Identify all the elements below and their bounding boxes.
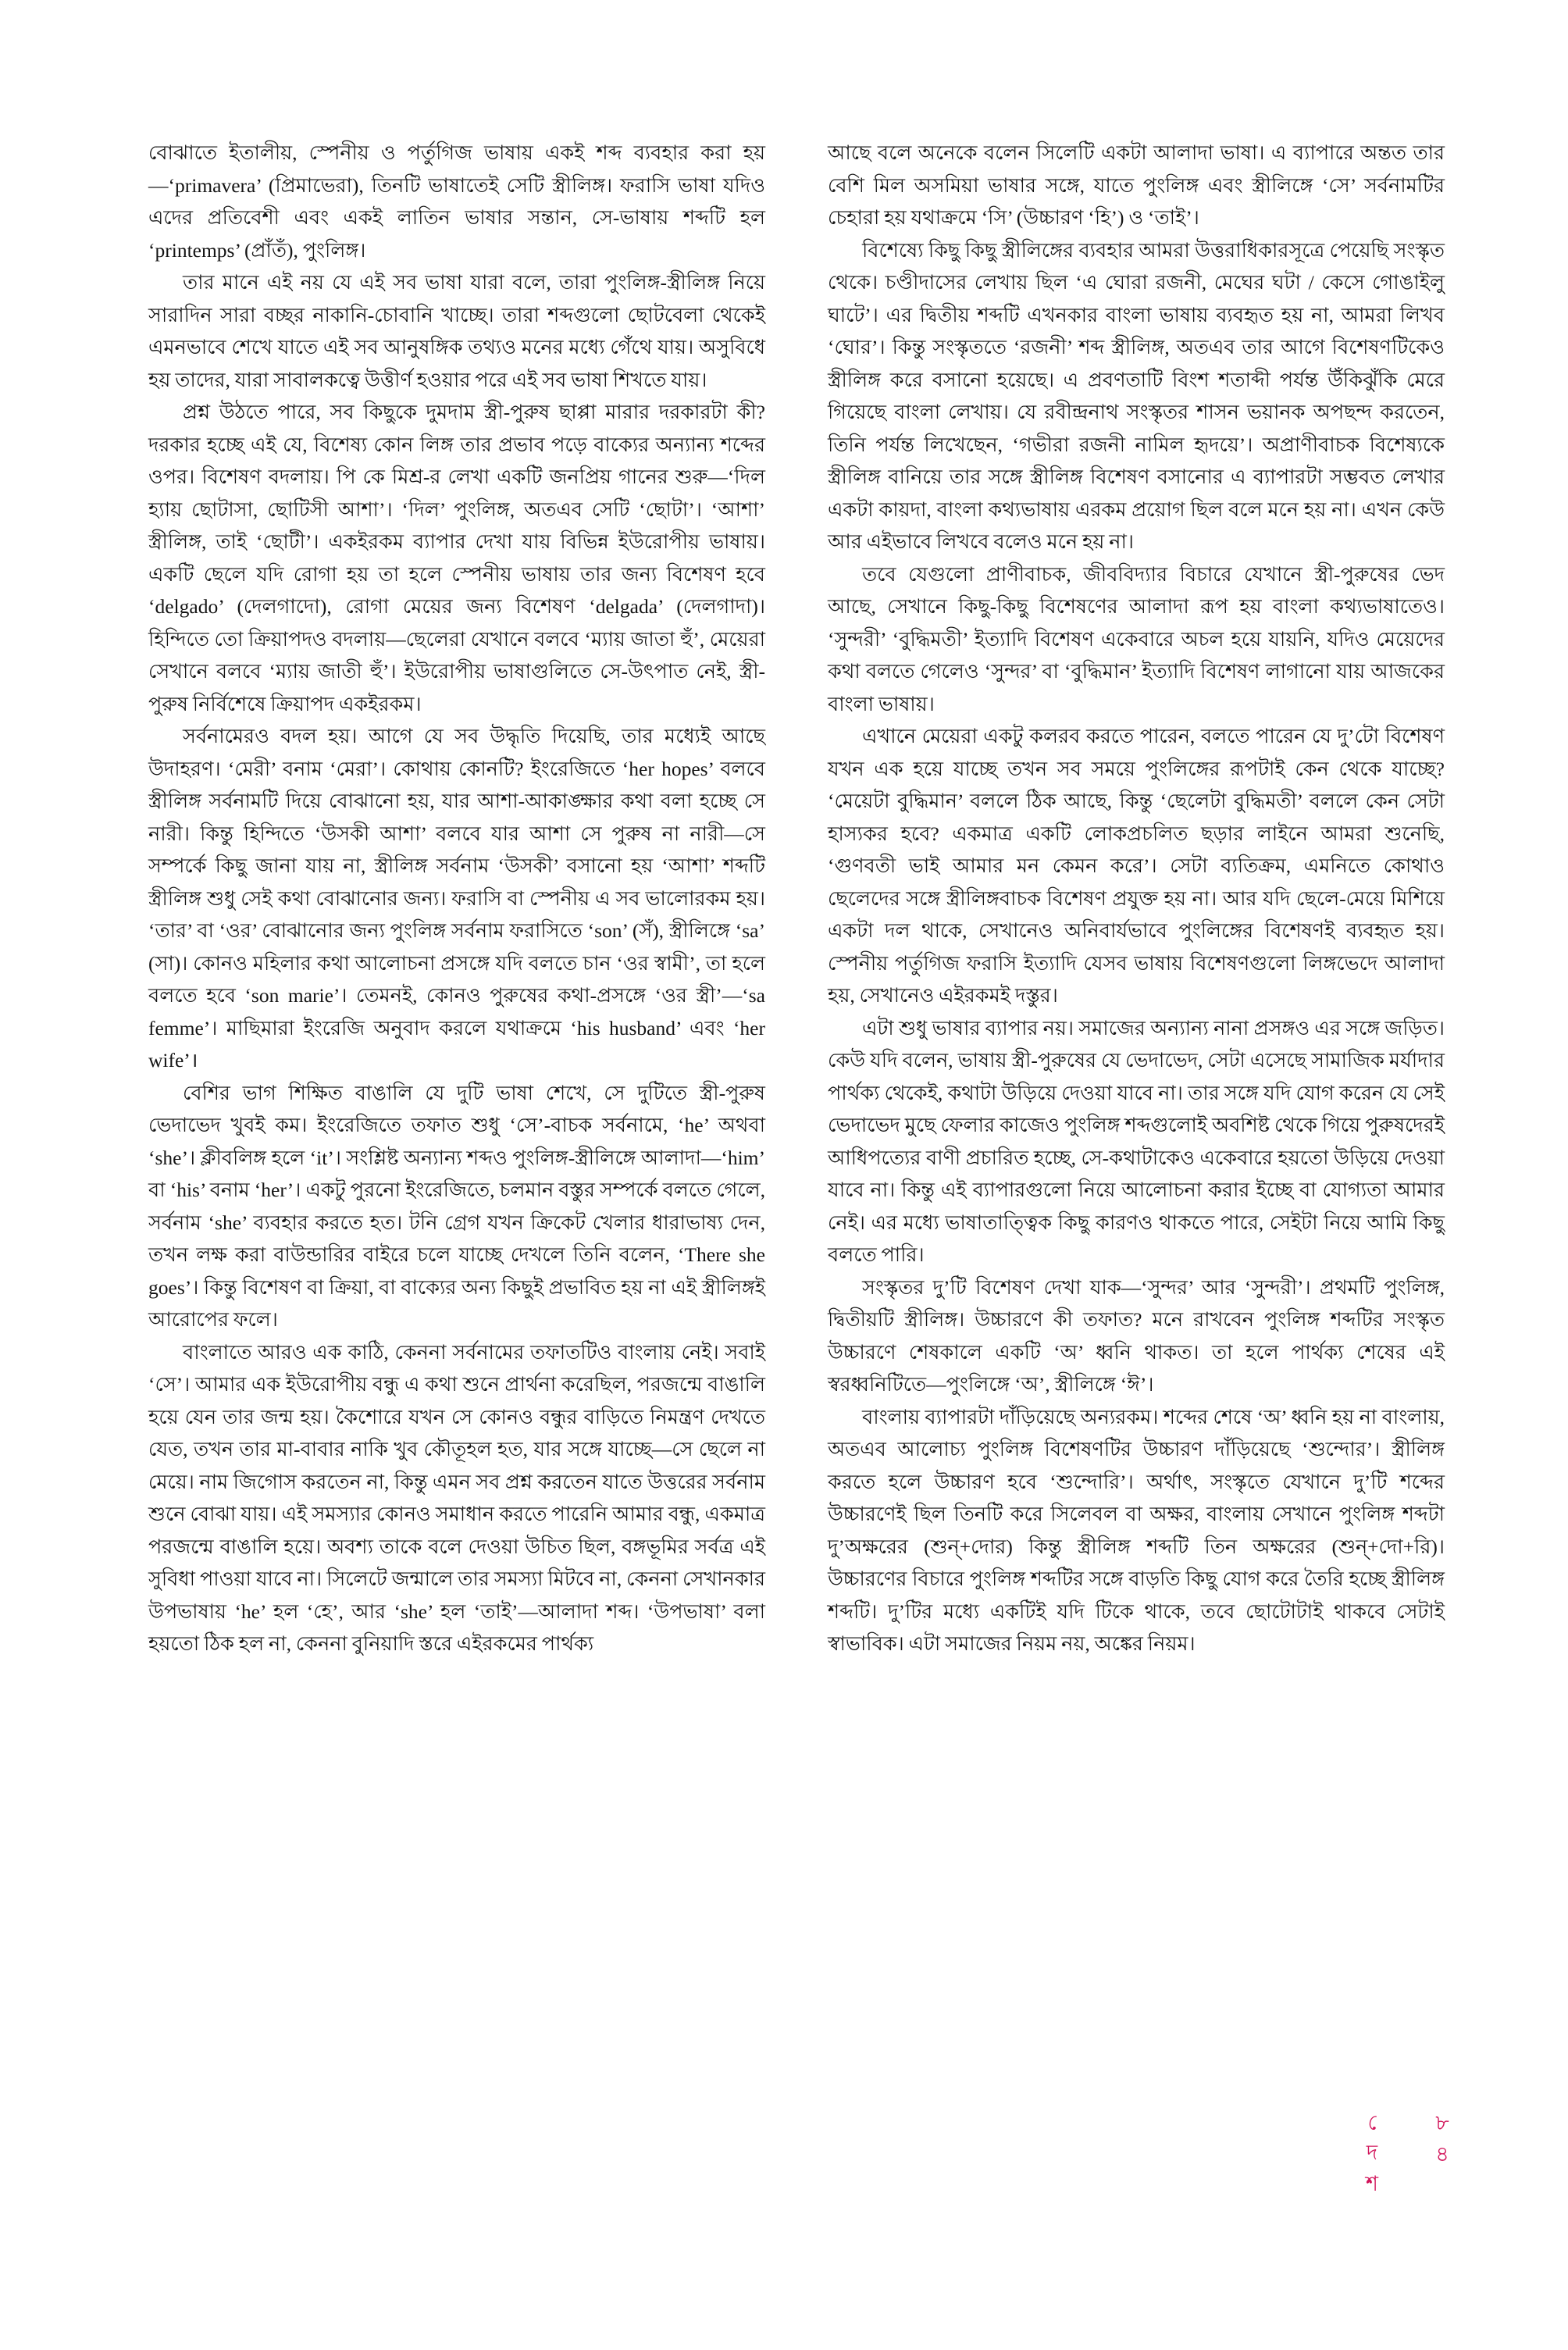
right-text-column [828, 137, 1445, 2206]
paragraph: সর্বনামেরও বদল হয়। আগে যে সব উদ্ধৃতি দিয়েছি, তার মধ্যেই আছে উদাহরণ। ‘মেরী’ বনাম ‘মেরা’। কোথায় কোনটি? ইংরেজিতে ‘her hopes’ বলবে স্ত্রীলিঙ্গ সর্বনামটি দিয়ে বোঝানো হয়, যার আশা-আকাঙ্ক্ষার কথা বলা হচ্ছে সে নারী। কিন্তু হিন্দিতে ‘উসকী আশা’ বলবে যার আশা সে পুরুষ না নারী—সে সম্পর্কে কিছু জানা যায় না, স্ত্রীলিঙ্গ সর্বনাম ‘উসকী’ বসানো হয় ‘আশা’ শব্দটি স্ত্রীলিঙ্গ শুধু সেই কথা বোঝানোর জন্য। ফরাসি বা স্পেনীয় এ সব ভালোরকম হয়। ‘তার’ বা ‘ওর’ বোঝানোর জন্য পুংলিঙ্গ সর্বনাম ফরাসিতে ‘son’ (সঁ), স্ত্রীলিঙ্গে ‘sa’ (সা)। কোনও মহিলার কথা আলোচনা প্রসঙ্গে যদি বলতে চান ‘ওর স্বামী’, তা হলে বলতে হবে ‘son marie’। তেমনই, কোনও পুরুষের কথা-প্রসঙ্গে ‘ওর স্ত্রী’—‘sa femme’। মাছিমারা ইংরেজি অনুবাদ করলে যথাক্রমে ‘his husband’ এবং ‘her wife’। [148, 725, 765, 1072]
folio-number: ৮৪ [1432, 2109, 1456, 2172]
paragraph: এখানে মেয়েরা একটু কলরব করতে পারেন, বলতে পারেন যে দু’টো বিশেষণ যখন এক হয়ে যাচ্ছে তখন সব সময়ে পুংলিঙ্গের রূপটাই কেন থেকে যাচ্ছে? ‘মেয়েটা বুদ্ধিমান’ বললে ঠিক আছে, কিন্তু ‘ছেলেটা বুদ্ধিমতী’ বললে কেন সেটা হাস্যকর হবে? একমাত্র একটি লোকপ্রচলিত ছড়ার লাইনে আমরা শুনেছি, ‘গুণবতী ভাই আমার মন কেমন করে’। সেটা ব্যতিক্রম, এমনিতে কোথাও ছেলেদের সঙ্গে স্ত্রীলিঙ্গবাচক বিশেষণ প্রযুক্ত হয় না। আর যদি ছেলে-মেয়ে মিশিয়ে একটা দল থাকে, সেখানেও অনিবার্যভাবে পুংলিঙ্গের বিশেষণই ব্যবহৃত হয়। স্পেনীয় পর্তুগিজ ফরাসি ইত্যাদি যেসব ভাষায় বিশেষণগুলো লিঙ্গভেদে আলাদা হয়, সেখানেও এইরকমই দস্তুর। [828, 725, 1445, 1007]
paragraph: তবে যেগুলো প্রাণীবাচক, জীববিদ্যার বিচারে যেখানে স্ত্রী-পুরুষের ভেদ আছে, সেখানে কিছু-কিছু বিশেষণের আলাদা রূপ হয় বাংলা কথ্যভাষাতেও। ‘সুন্দরী’ ‘বুদ্ধিমতী’ ইত্যাদি বিশেষণ একেবারে অচল হয়ে যায়নি, যদিও মেয়েদের কথা বলতে গেলেও ‘সুন্দর’ বা ‘বুদ্ধিমান’ ইত্যাদি বিশেষণ লাগানো যায় আজকের বাংলা ভাষায়। [828, 562, 1445, 715]
folio-label: দেশ [1362, 2109, 1385, 2202]
paragraph: তার মানে এই নয় যে এই সব ভাষা যারা বলে, তারা পুংলিঙ্গ-স্ত্রীলিঙ্গ নিয়ে সারাদিন সারা বচ্ছর নাকানি-চোবানি খাচ্ছে। তারা শব্দগুলো ছোটবেলা থেকেই এমনভাবে শেখে যাতে এই সব আনুষঙ্গিক তথ্যও মনের মধ্যে গেঁথে যায়। অসুবিধে হয় তাদের, যারা সাবালকত্বে উত্তীর্ণ হওয়ার পরে এই সব ভাষা শিখতে যায়। [148, 271, 765, 391]
paragraph: বাংলাতে আরও এক কাঠি, কেননা সর্বনামের তফাতটিও বাংলায় নেই। সবাই ‘সে’। আমার এক ইউরোপীয় বন্ধু এ কথা শুনে প্রার্থনা করেছিল, পরজন্মে বাঙালি হয়ে যেন তার জন্ম হয়। কৈশোরে যখন সে কোনও বন্ধুর বাড়িতে নিমন্ত্রণ দেখতে যেত, তখন তার মা-বাবার নাকি খুব কৌতূহল হত, যার সঙ্গে যাচ্ছে—সে ছেলে না মেয়ে। নাম জিগোস করতেন না, কিন্তু এমন সব প্রশ্ন করতেন যাতে উত্তরের সর্বনাম শুনে বোঝা যায়। এই সমস্যার কোনও সমাধান করতে পারেনি আমার বন্ধু, একমাত্র পরজন্মে বাঙালি হয়ে। অবশ্য তাকে বলে দেওয়া উচিত ছিল, বঙ্গভূমির সর্বত্র এই সুবিধা পাওয়া যাবে না। সিলেটে জন্মালে তার সমস্যা মিটবে না, কেননা সেখানকার উপভাষায় ‘he’ হল ‘হে’, আর ‘she’ হল ‘তাই’—আলাদা শব্দ। ‘উপভাষা’ বলা হয়তো ঠিক হল না, কেননা বুনিয়াদি স্তরে এইরকমের পার্থক্য [148, 1340, 765, 1655]
paragraph: বিশেষ্যে কিছু কিছু স্ত্রীলিঙ্গের ব্যবহার আমরা উত্তরাধিকারসূত্রে পেয়েছি সংস্কৃত থেকে। চণ্ডীদাসের লেখায় ছিল ‘এ ঘোরা রজনী, মেঘের ঘটা / কেসে গোঙাইলু ঘাটে’। এর দ্বিতীয় শব্দটি এখনকার বাংলা ভাষায় ব্যবহৃত হয় না, আমরা লিখব ‘ঘোর’। কিন্তু সংস্কৃততে ‘রজনী’ শব্দ স্ত্রীলিঙ্গ, অতএব তার আগে বিশেষণটিকেও স্ত্রীলিঙ্গ করে বসানো হয়েছে। এ প্রবণতাটি বিংশ শতাব্দী পর্যন্ত উঁকিঝুঁকি মেরে গিয়েছে বাংলা লেখায়। যে রবীন্দ্রনাথ সংস্কৃতর শাসন ভয়ানক অপছন্দ করতেন, তিনি পর্যন্ত লিখেছেন, ‘গভীরা রজনী নামিল হৃদয়ে’। অপ্রাণীবাচক বিশেষ্যকে স্ত্রীলিঙ্গ বানিয়ে তার সঙ্গে স্ত্রীলিঙ্গ বিশেষণ বসানোর এ ব্যাপারটা সম্ভবত লেখার একটা কায়দা, বাংলা কথ্যভাষায় এরকম প্রয়োগ ছিল বলে মনে হয় না। এখন কেউ আর এইভাবে লিখবে বলেও মনে হয় না। [828, 238, 1445, 553]
paragraph: বোঝাতে ইতালীয়, স্পেনীয় ও পর্তুগিজ ভাষায় একই শব্দ ব্যবহার করা হয়—‘primavera’ (প্রিমাভেরা), তিনটি ভাষাতেই সেটি স্ত্রীলিঙ্গ। ফরাসি ভাষা যদিও এদের প্রতিবেশী এবং একই লাতিন ভাষার সন্তান, সে-ভাষায় শব্দটি হল ‘printemps’ (প্রাঁতঁ), পুংলিঙ্গ। [148, 141, 765, 262]
left-text-column [148, 137, 765, 2206]
paragraph: আছে বলে অনেকে বলেন সিলেটি একটা আলাদা ভাষা। এ ব্যাপারে অন্তত তার বেশি মিল অসমিয়া ভাষার সঙ্গে, যাতে পুংলিঙ্গ এবং স্ত্রীলিঙ্গে ‘সে’ সর্বনামটির চেহারা হয় যথাক্রমে ‘সি’ (উচ্চারণ ‘হি’) ও ‘তাই’। [828, 141, 1445, 229]
paragraph: প্রশ্ন উঠতে পারে, সব কিছুকে দুমদাম স্ত্রী-পুরুষ ছাপ্পা মারার দরকারটা কী? দরকার হচ্ছে এই যে, বিশেষ্য কোন লিঙ্গ তার প্রভাব পড়ে বাক্যের অন্যান্য শব্দের ওপর। বিশেষণ বদলায়। পি কে মিশ্র-র লেখা একটি জনপ্রিয় গানের শুরু—‘দিল হ্যায় ছোটাসা, ছোটিসী আশা’। ‘দিল’ পুংলিঙ্গ, অতএব সেটি ‘ছোটা’। ‘আশা’ স্ত্রীলিঙ্গ, তাই ‘ছোটী’। একইরকম ব্যাপার দেখা যায় বিভিন্ন ইউরোপীয় ভাষায়। একটি ছেলে যদি রোগা হয় তা হলে স্পেনীয় ভাষায় তার জন্য বিশেষণ হবে ‘delgado’ (দেলগাদো), রোগা মেয়ের জন্য বিশেষণ ‘delgada’ (দেলগাদা)। হিন্দিতে তো ক্রিয়াপদও বদলায়—ছেলেরা যেখানে বলবে ‘ম্যায় জাতা হুঁ’, মেয়েরা সেখানে বলবে ‘ম্যায় জাতী হুঁ’। ইউরোপীয় ভাষাগুলিতে সে-উৎপাত নেই, স্ত্রী-পুরুষ নির্বিশেষে ক্রিয়াপদ একইরকম। [148, 401, 765, 715]
two-column-text-body [148, 137, 1445, 2206]
paragraph: সংস্কৃতর দু’টি বিশেষণ দেখা যাক—‘সুন্দর’ আর ‘সুন্দরী’। প্রথমটি পুংলিঙ্গ, দ্বিতীয়টি স্ত্রীলিঙ্গ। উচ্চারণে কী তফাত? মনে রাখবেন পুংলিঙ্গ শব্দটির সংস্কৃত উচ্চারণে শেষকালে একটি ‘অ’ ধ্বনি থাকত। তা হলে পার্থক্য শেষের এই স্বরধ্বনিটিতে—পুংলিঙ্গে ‘অ’, স্ত্রীলিঙ্গে ‘ঈ’। [828, 1275, 1445, 1396]
paragraph: বেশির ভাগ শিক্ষিত বাঙালি যে দুটি ভাষা শেখে, সে দুটিতে স্ত্রী-পুরুষ ভেদাভেদ খুবই কম। ইংরেজিতে তফাত শুধু ‘সে’-বাচক সর্বনামে, ‘he’ অথবা ‘she’। ক্লীবলিঙ্গ হলে ‘it’। সংশ্লিষ্ট অন্যান্য শব্দও পুংলিঙ্গ-স্ত্রীলিঙ্গে আলাদা—‘him’ বা ‘his’ বনাম ‘her’। একটু পুরনো ইংরেজিতে, চলমান বস্তুর সম্পর্কে বলতে গেলে, সর্বনাম ‘she’ ব্যবহার করতে হত। টনি গ্রেগ যখন ক্রিকেট খেলার ধারাভাষ্য দেন, তখন লক্ষ করা বাউন্ডারির বাইরে চলে যাচ্ছে দেখলে তিনি বলেন, ‘There she goes’। কিন্তু বিশেষণ বা ক্রিয়া, বা বাক্যের অন্য কিছুই প্রভাবিত হয় না এই স্ত্রীলিঙ্গই আরোপের ফলে। [148, 1081, 765, 1331]
page-folio [1315, 2109, 1502, 2209]
paragraph: এটা শুধু ভাষার ব্যাপার নয়। সমাজের অন্যান্য নানা প্রসঙ্গও এর সঙ্গে জড়িত। কেউ যদি বলেন, ভাষায় স্ত্রী-পুরুষের যে ভেদাভেদ, সেটা এসেছে সামাজিক মর্যাদার পার্থক্য থেকেই, কথাটা উড়িয়ে দেওয়া যাবে না। তার সঙ্গে যদি যোগ করেন যে সেই ভেদাভেদ মুছে ফেলার কাজেও পুংলিঙ্গ শব্দগুলোই অবশিষ্ট থেকে গিয়ে পুরুষদেরই আধিপত্যের বাণী প্রচারিত হচ্ছে, সে-কথাটাকেও একেবারে হয়তো উড়িয়ে দেওয়া যাবে না। কিন্তু এই ব্যাপারগুলো নিয়ে আলোচনা করার ইচ্ছে বা যোগ্যতা আমার নেই। এর মধ্যে ভাষাতাত্ত্বিক কিছু কারণও থাকতে পারে, সেইটা নিয়ে আমি কিছু বলতে পারি। [828, 1016, 1445, 1266]
paragraph: বাংলায় ব্যাপারটা দাঁড়িয়েছে অন্যরকম। শব্দের শেষে ‘অ’ ধ্বনি হয় না বাংলায়, অতএব আলোচ্য পুংলিঙ্গ বিশেষণটির উচ্চারণ দাঁড়িয়েছে ‘শুন্দোর’। স্ত্রীলিঙ্গ করতে হলে উচ্চারণ হবে ‘শুন্দোরি’। অর্থাৎ, সংস্কৃতে যেখানে দু’টি শব্দের উচ্চারণেই ছিল তিনটি করে সিলেবল বা অক্ষর, বাংলায় সেখানে পুংলিঙ্গ শব্দটা দু’অক্ষরের (শুন্+দোর) কিন্তু স্ত্রীলিঙ্গ শব্দটি তিন অক্ষরের (শুন্+দো+রি)। উচ্চারণের বিচারে পুংলিঙ্গ শব্দটির সঙ্গে বাড়তি কিছু যোগ করে তৈরি হচ্ছে স্ত্রীলিঙ্গ শব্দটি। দু’টির মধ্যে একটিই যদি টিকে থাকে, তবে ছোটোটাই থাকবে সেটাই স্বাভাবিক। এটা সমাজের নিয়ম নয়, অঙ্কের নিয়ম। [828, 1405, 1445, 1655]
